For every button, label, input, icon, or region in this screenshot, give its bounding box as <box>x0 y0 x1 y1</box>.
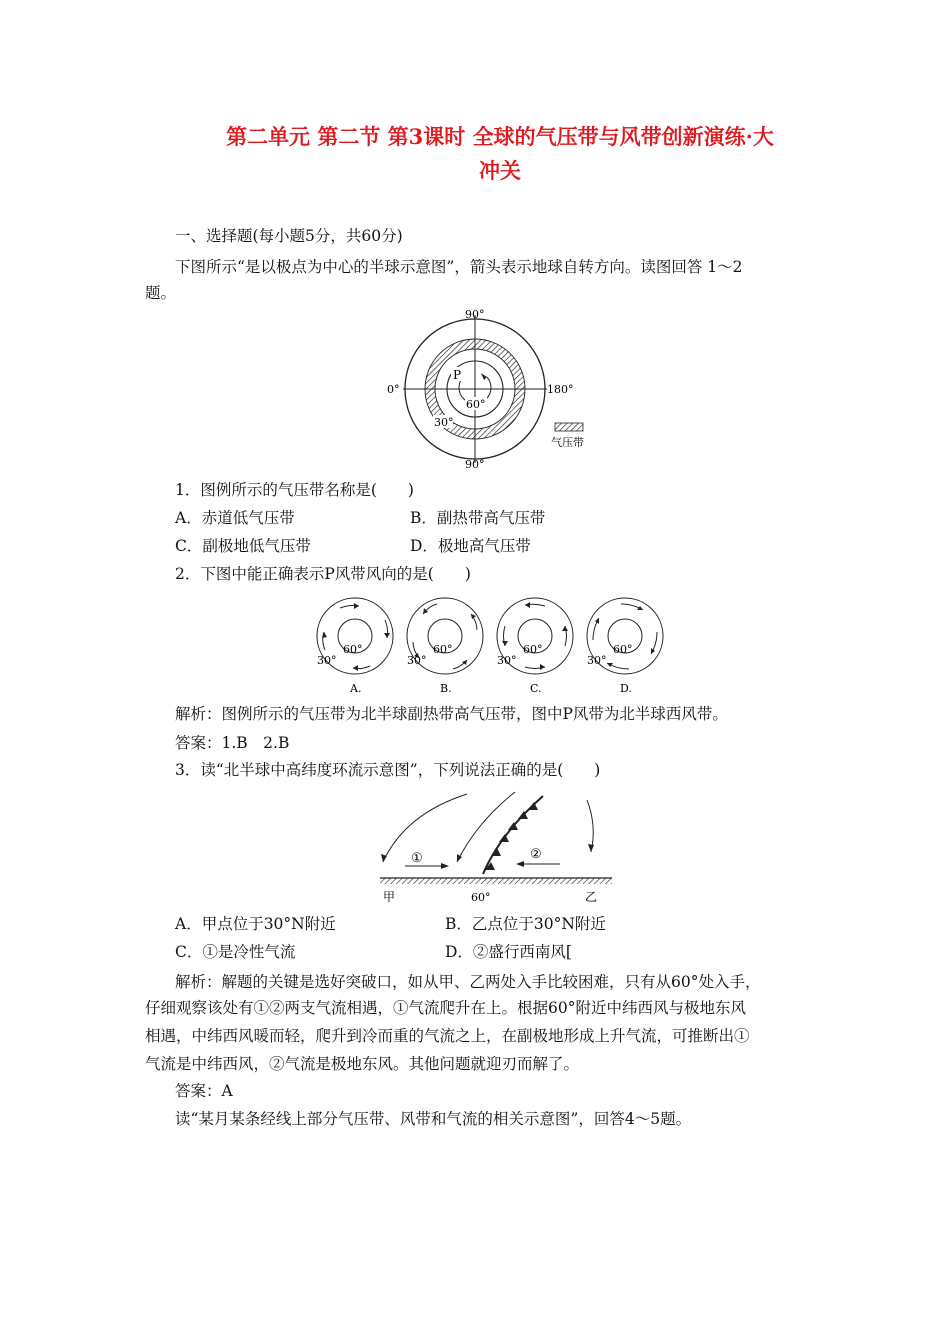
q3-option-b: B．乙点位于30°N附近 <box>445 915 606 933</box>
option-d-letter: D. <box>620 682 632 695</box>
wind-option-a <box>317 598 393 695</box>
q1-option-a: A．赤道低气压带 <box>175 509 295 527</box>
wind-option-d <box>587 598 663 695</box>
analysis-q3-line2: 仔细观察该处有①②两支气流相遇，①气流爬升在上。根据60°附近中纬西风与极地东风 <box>145 999 746 1017</box>
lat30-label: 30° <box>434 416 454 429</box>
legend-label: 气压带 <box>551 436 584 449</box>
analysis-q3-line1: 解析：解题的关键是选好突破口，如从甲、乙两处入手比较困难，只有从60°处入手， <box>175 973 761 991</box>
intro-q1-2-line2: 题。 <box>145 284 177 302</box>
top-meridian-label: 90° <box>465 308 485 321</box>
hemisphere-diagram <box>385 305 595 475</box>
section-heading: 一、选择题(每小题5分，共60分) <box>175 227 403 245</box>
q3-option-a: A．甲点位于30°N附近 <box>175 915 336 933</box>
analysis-q3-line4: 气流是中纬西风，②气流是极地东风。其他问题就迎刃而解了。 <box>145 1055 580 1073</box>
option-c-letter: C. <box>530 682 542 695</box>
analysis-q1-2: 解析：图例所示的气压带为北半球副热带高气压带，图中P风带为北半球西风带。 <box>175 705 728 723</box>
option-b-lat60: 60° <box>433 643 453 656</box>
airflow-1-label: ① <box>411 851 423 866</box>
option-a-lat60: 60° <box>343 643 363 656</box>
option-a-lat30: 30° <box>317 654 337 667</box>
wind-option-c <box>497 598 573 695</box>
p-label: P <box>453 368 462 382</box>
option-c-lat60: 60° <box>523 643 543 656</box>
q1-option-b: B．副热带高气压带 <box>410 509 546 527</box>
intro-q4-5: 读“某月某条经线上部分气压带、风带和气流的相关示意图”，回答4～5题。 <box>175 1110 692 1128</box>
right-meridian-label: 180° <box>547 383 574 396</box>
wind-option-b <box>407 598 483 695</box>
option-d-lat30: 30° <box>587 654 607 667</box>
option-a-letter: A. <box>350 682 362 695</box>
ground-surface <box>380 878 612 884</box>
q1-option-d: D．极地高气压带 <box>410 537 531 555</box>
wind-option-diagrams <box>310 592 670 696</box>
q3-option-d: D．②盛行西南风[ <box>445 943 572 961</box>
answer-q1-2: 答案：1.B 2.B <box>175 734 290 752</box>
q1-option-c: C．副极地低气压带 <box>175 537 311 555</box>
lat60-label-fig3: 60° <box>471 891 491 904</box>
circulation-diagram <box>375 786 615 908</box>
q2-stem: 2．下图中能正确表示P风带风向的是( ) <box>175 565 471 583</box>
option-b-lat30: 30° <box>407 654 427 667</box>
document-title-line2: 冲关 <box>479 158 521 183</box>
document-title-line1: 第二单元 第二节 第3课时 全球的气压带与风带创新演练·大 <box>226 124 774 149</box>
q1-stem: 1．图例所示的气压带名称是( ) <box>175 481 414 499</box>
analysis-q3-line3: 相遇，中纬西风暖而轻，爬升到冷而重的气流之上，在副极地形成上升气流，可推断出① <box>145 1027 750 1045</box>
left-meridian-label: 0° <box>387 383 400 396</box>
option-b-letter: B. <box>440 682 452 695</box>
q3-option-c: C．①是冷性气流 <box>175 943 296 961</box>
lat60-label: 60° <box>466 398 486 411</box>
answer-q3: 答案：A <box>175 1082 233 1100</box>
bottom-meridian-label: 90° <box>465 458 485 471</box>
q3-stem: 3．读“北半球中高纬度环流示意图”，下列说法正确的是( ) <box>175 761 601 779</box>
point-jia-label: 甲 <box>383 890 396 904</box>
airflow-2-label: ② <box>530 847 542 862</box>
point-yi-label: 乙 <box>585 890 598 904</box>
intro-q1-2-line1: 下图所示“是以极点为中心的半球示意图”，箭头表示地球自转方向。读图回答 1～2 <box>175 258 743 276</box>
option-c-lat30: 30° <box>497 654 517 667</box>
option-d-lat60: 60° <box>613 643 633 656</box>
legend-swatch <box>555 423 583 431</box>
